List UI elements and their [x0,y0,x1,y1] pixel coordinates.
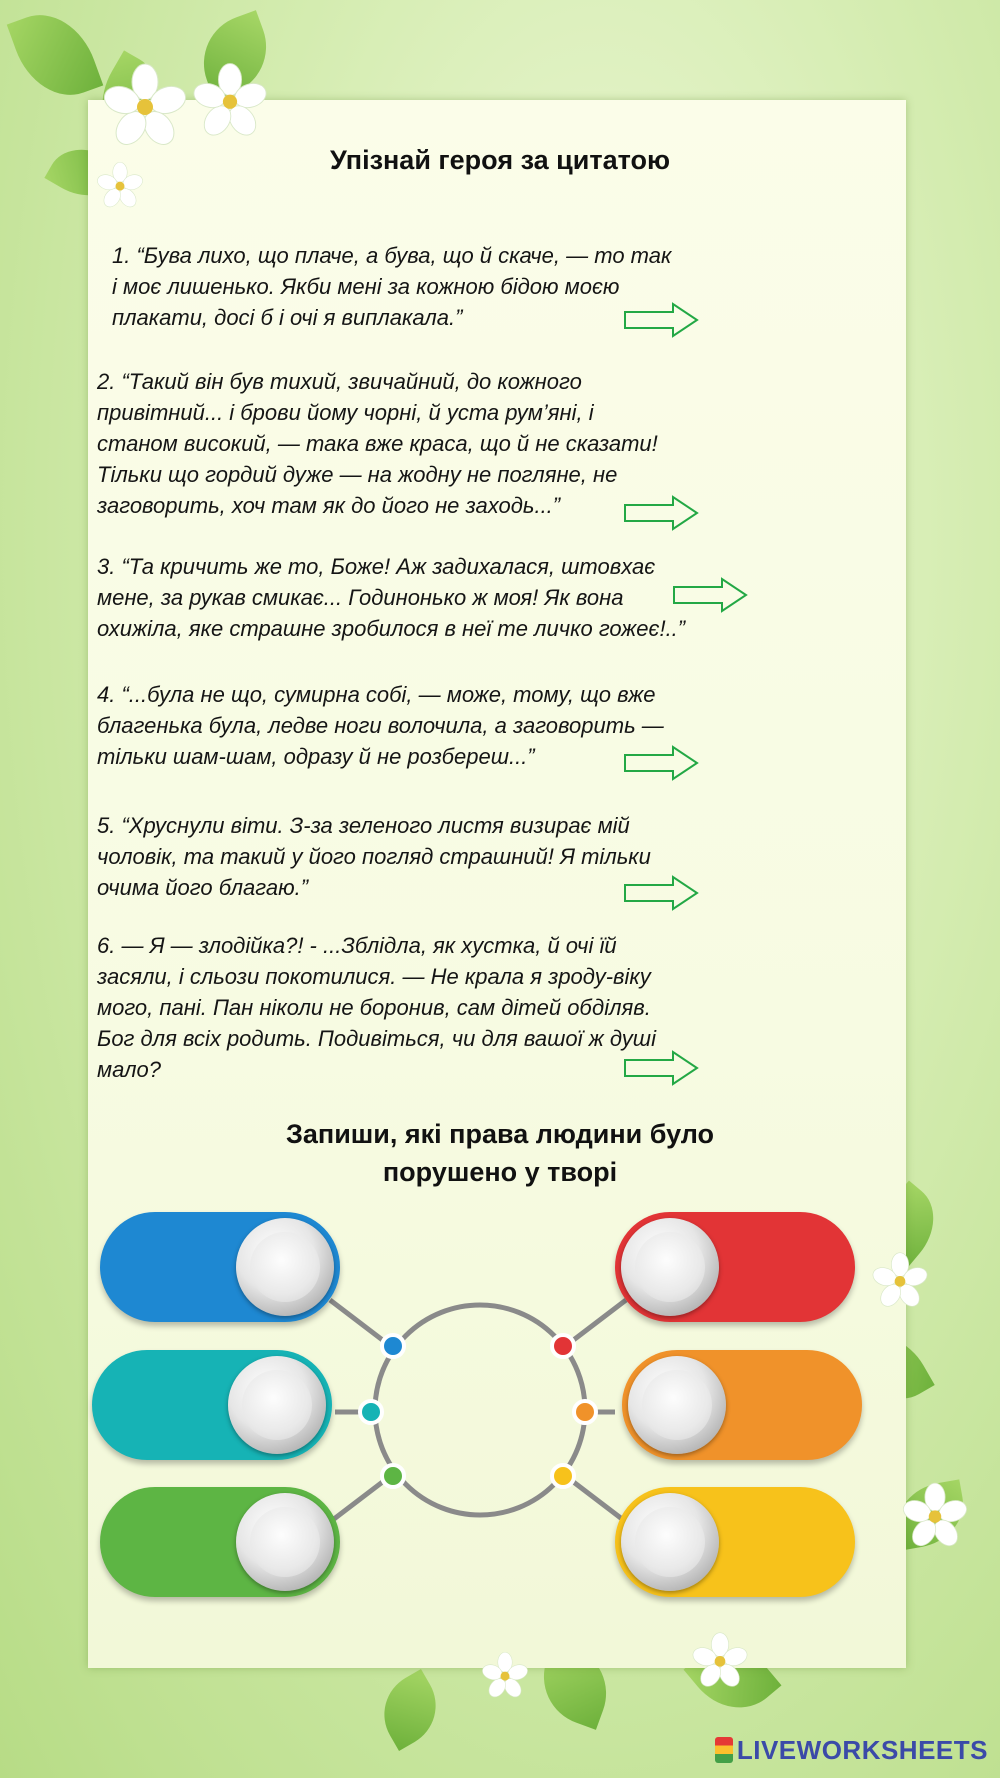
answer-arrow-icon-4[interactable] [623,745,699,781]
liveworksheets-logo[interactable] [715,1735,988,1766]
answer-pill-orange[interactable] [622,1350,862,1460]
leaf-decoration [369,1669,451,1751]
quote-3: 3. “Та кричить же то, Боже! Аж задихалася, штовхає мене, за рукав смикає... Годинонько ж моя! Як вона охижіла, яке страшне зробилося в неї те личко гожеє!..” [97,554,686,641]
pill-knob [628,1356,726,1454]
leaf-decoration [7,1,104,110]
pill-knob [621,1218,719,1316]
page-title: Упізнай героя за цитатою [330,145,671,175]
flower-icon [480,1650,530,1700]
answer-arrow-icon-3[interactable] [672,577,748,613]
answer-arrow-icon-6[interactable] [623,1050,699,1086]
quote-5: 5. “Хруснули віти. З-за зеленого листя визирає мій чоловік, та такий у його погляд страшний! Я тільки очима його благаю.” [97,813,651,900]
flower-icon [190,60,270,140]
answer-arrow-icon-2[interactable] [623,495,699,531]
pill-knob [236,1493,334,1591]
pill-knob [236,1218,334,1316]
pill-knob [621,1493,719,1591]
flower-icon [95,160,145,210]
quote-2: 2. “Такий він був тихий, звичайний, до кожного привітний... і брови йому чорні, й уста рум’яні, і станом високий, — така вже краса, що й не сказати! Тільки що гордий дуже — на жодну не погляне, не заговорить, хоч там як до його не заходь...” [97,369,658,518]
section-subtitle: Запиши, які права людини було порушено у творі [285,1119,715,1187]
quote-6: 6. — Я — злодійка?! - ...Зблідла, як хустка, й очі їй засяли, і сльози покотилися. — Не крала я зроду-віку мого, пані. Пан ніколи не боронив, сам дітей обділяв. Бог для всіх родить. Подивіться, чи для вашої ж душі мало? [97,933,656,1082]
flower-icon [100,60,190,150]
answer-arrow-icon-5[interactable] [623,875,699,911]
answer-pill-teal[interactable] [92,1350,332,1460]
quote-1: 1. “Бува лихо, що плаче, а бува, що й скаче, — то так і моє лишенько. Якби мені за кожною бідою моєю плакати, досі б і очі я виплакала.” [112,243,672,330]
liveworksheets-mark-icon [715,1737,733,1763]
answer-arrow-icon-1[interactable] [623,302,699,338]
liveworksheets-label: LIVEWORKSHEETS [736,1735,988,1765]
answer-pill-blue[interactable] [100,1212,340,1322]
quote-4: 4. “...була не що, сумирна собі, — може, тому, що вже благенька була, ледве ноги волочила, а заговорить — тільки шам-шам, одразу й не розбереш...” [97,682,664,769]
flower-icon [690,1630,750,1690]
pill-knob [228,1356,326,1454]
answer-pill-yellow[interactable] [615,1487,855,1597]
answer-pill-green[interactable] [100,1487,340,1597]
answer-pill-red[interactable] [615,1212,855,1322]
